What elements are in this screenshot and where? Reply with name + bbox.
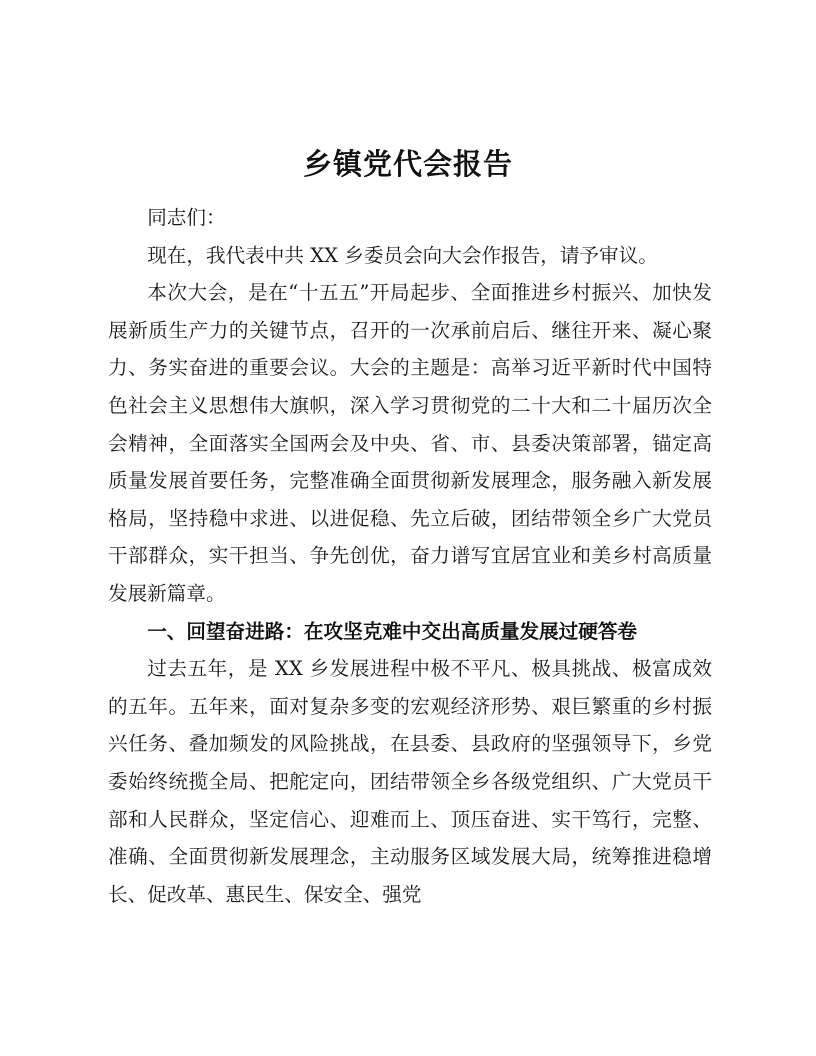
document-title: 乡镇党代会报告 (302, 147, 513, 181)
section-heading: 一、回望奋进路：在攻坚克难中交出高质量发展过硬答卷 (147, 619, 638, 643)
paragraph-theme: 本次大会，是在“十五五”开局起步、全面推进乡村振兴、加快发展新质生产力的关键节点，召开的一次承前启后、继往开来、凝心聚力、务实奋进的重要会议。大会的主题是：高举习近平新时代中国特色社会主义思想伟大旗帜，深入学习贯彻党的二十大和二十届历次全会精神，全面落实全国两会及中央、省、市、县委决策部署，锚定高质量发展首要任务，完整准确全面贯彻新发展理念，服务融入新发展格局，坚持稳中求进、以进促稳、先立后破，团结带领全乡广大党员干部群众，实干担当、争先创优，奋力谱写宜居宜业和美乡村高质量发展新篇章。 (108, 281, 712, 605)
paragraph-intro: 现在，我代表中共 XX 乡委员会向大会作报告，请予审议。 (147, 243, 658, 267)
paragraph-review: 过去五年，是 XX 乡发展进程中极不平凡、极具挑战、极富成效的五年。五年来，面对复杂多变的宏观经济形势、艰巨繁重的乡村振兴任务、叠加频发的风险挑战，在县委、县政府的坚强领导下，乡党委始终统揽全局、把舵定向，团结带领全乡各级党组织、广大党员干部和人民群众，坚定信心、迎难而上、顶压奋进、实干笃行，完整、准确、全面贯彻新发展理念，主动服务区域发展大局，统筹推进稳增长、促改革、惠民生、保安全、强党 (108, 657, 712, 906)
document-body (108, 199, 712, 913)
salutation: 同志们： (147, 206, 226, 229)
